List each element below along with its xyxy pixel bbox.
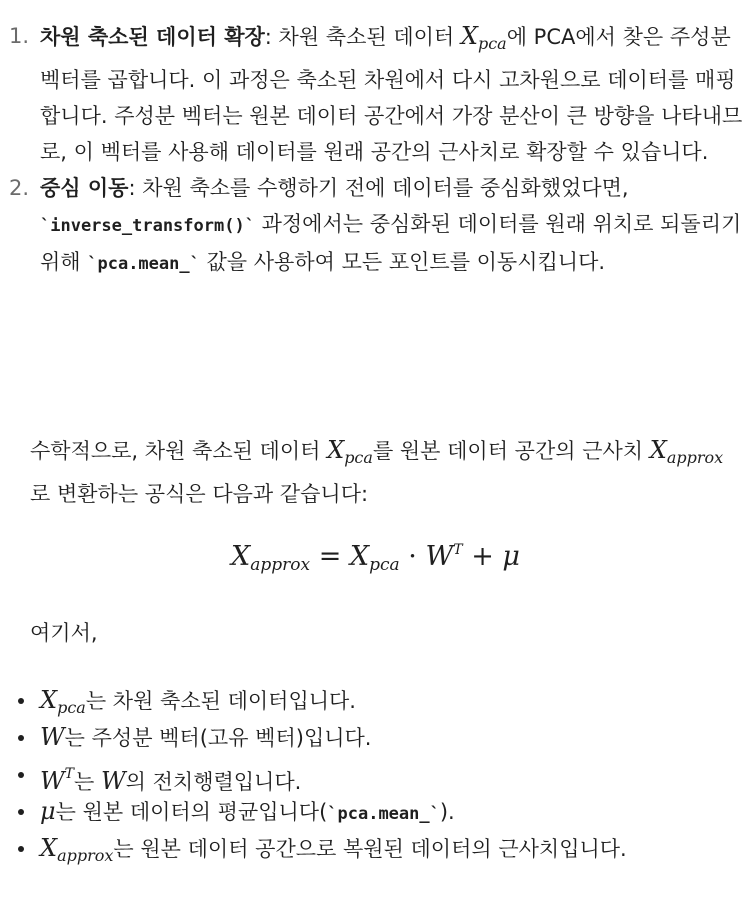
bullet-dot	[18, 698, 24, 704]
math-w-transpose: $W^T$	[40, 766, 75, 795]
step-title: 차원 축소된 데이터 확장	[40, 25, 265, 49]
paragraph-text: 로 변환하는 공식은 다음과 같습니다:	[30, 482, 369, 506]
list-item-expand	[0, 18, 751, 170]
list-item: $X_{pca}$는 차원 축소된 데이터입니다.	[0, 682, 751, 719]
display-formula: $X_{approx} = X_{pca} \cdot W^T + \mu$	[231, 541, 520, 575]
step-text: 차원 축소된 데이터	[271, 25, 461, 49]
math-x-approx: $X_{approx}$	[649, 436, 724, 467]
list-number: 2.	[9, 176, 30, 200]
math-x-pca: $X_{pca}$	[327, 436, 373, 467]
math-w: W	[100, 767, 126, 795]
step-text: 차원 축소를 수행하기 전에 데이터를 중심화했었다면,	[135, 176, 629, 200]
paragraph-text: 수학적으로, 차원 축소된 데이터	[30, 439, 328, 463]
list-item: $X_{approx}$는 원본 데이터 공간으로 복원된 데이터의 근사치입니다.	[0, 830, 751, 867]
step-text: 에 PCA에서 찾은 주성분 벡터를 곱합니다. 이 과정은 축소된 차원에서 다시 고차원으로 데이터를 매핑합니다. 주성분 벡터는 원본 데이터 공간에서 가장 분산이 큰 방향을 나타내므로, 이 벡터를 사용해 데이터를 원래 공간의 근사치로 확장할 수 있습니다.	[40, 25, 743, 164]
step-text: 과정에서는 중심화된 데이터를 원래 위치로 되돌리기 위해	[40, 212, 742, 274]
bullet-dot	[18, 809, 24, 815]
step-title: 중심 이동	[40, 176, 129, 200]
list-item-center	[0, 170, 751, 282]
bullet-dot	[18, 735, 24, 741]
colon: :	[128, 176, 136, 200]
code-pca-mean: `pca.mean_`	[327, 804, 440, 824]
list-item: μ는 원본 데이터의 평균입니다(`pca.mean_`).	[0, 793, 751, 830]
list-number: 1.	[9, 24, 30, 48]
math-x-pca: $X_{pca}$	[40, 686, 86, 717]
list-item: W는 주성분 벡터(고유 벡터)입니다.	[0, 719, 751, 756]
colon: :	[264, 25, 272, 49]
bullet-dot	[18, 846, 24, 852]
code-pca-mean: `pca.mean_`	[87, 254, 200, 274]
bullet-dot	[18, 772, 24, 778]
math-mu: μ	[40, 797, 56, 825]
math-x-approx: $X_{approx}$	[40, 834, 114, 865]
code-inverse-transform: `inverse_transform()`	[40, 216, 255, 236]
math-intro-paragraph	[30, 432, 730, 512]
where-label: 여기서,	[30, 621, 98, 645]
step-text: 값을 사용하여 모든 포인트를 이동시킵니다.	[199, 250, 606, 274]
list-item: $W^T$는 W의 전치행렬입니다.	[0, 756, 751, 793]
ordered-list	[0, 18, 751, 282]
math-w: W	[40, 723, 65, 751]
bullet-list	[0, 682, 751, 867]
math-x-pca: $X_{pca}$	[460, 22, 507, 53]
paragraph-text: 를 원본 데이터 공간의 근사치	[372, 439, 650, 463]
